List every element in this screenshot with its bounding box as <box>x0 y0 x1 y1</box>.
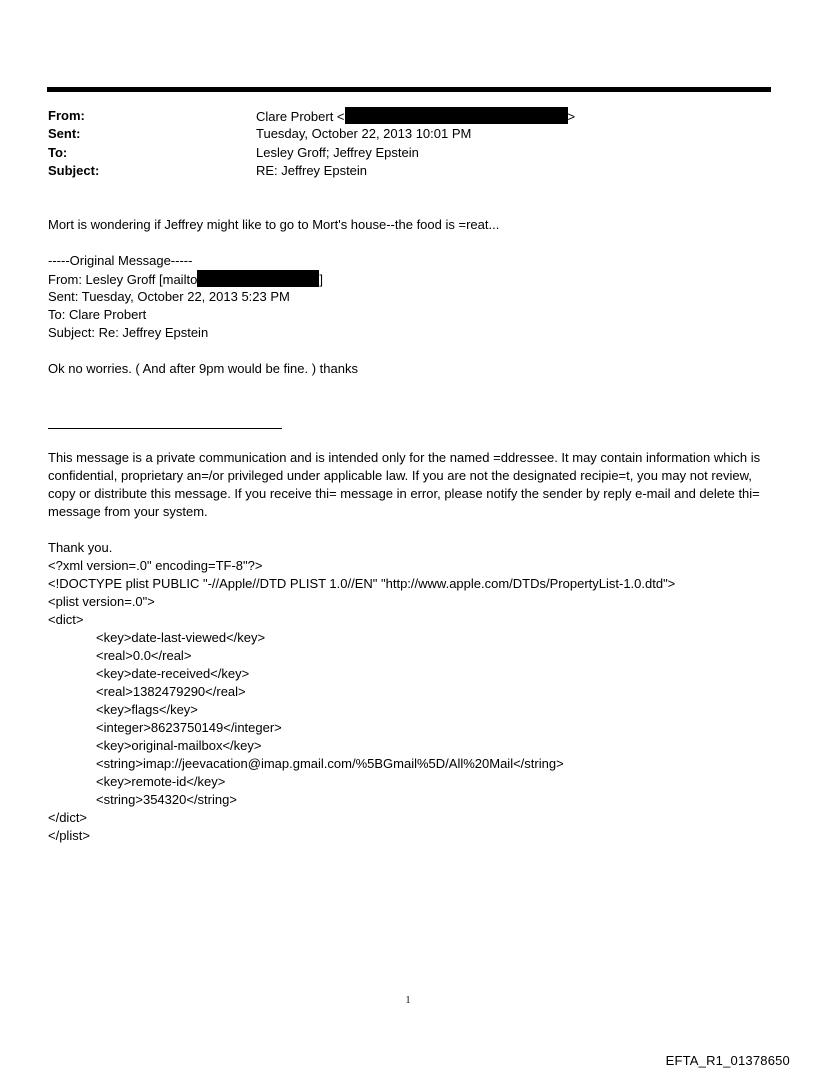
xml-line: <key>remote-id</key> <box>96 774 226 789</box>
page-number: 1 <box>405 995 411 1006</box>
xml-line: </dict> <box>48 810 88 825</box>
xml-line: <integer>8623750149</integer> <box>96 720 282 735</box>
to-value: Lesley Groff; Jeffrey Epstein <box>256 145 419 160</box>
xml-line: <key>original-mailbox</key> <box>96 738 262 753</box>
original-to: To: Clare Probert <box>48 307 147 322</box>
original-message-text: Ok no worries. ( And after 9pm would be fine. ) thanks <box>48 361 358 376</box>
original-message-marker: -----Original Message----- <box>48 253 193 268</box>
thank-you-text: Thank you. <box>48 540 113 555</box>
xml-line: <key>date-received</key> <box>96 666 250 681</box>
subject-label: Subject: <box>48 163 100 178</box>
to-label: To: <box>48 145 68 160</box>
from-name: Clare Probert < <box>256 109 345 124</box>
original-sent: Sent: Tuesday, October 22, 2013 5:23 PM <box>48 289 290 304</box>
xml-line: <!DOCTYPE plist PUBLIC "-//Apple//DTD PLIST 1.0//EN" "http://www.apple.com/DTDs/PropertyList-1.0.dtd"> <box>48 576 676 591</box>
xml-line: <real>0.0</real> <box>96 648 192 663</box>
xml-line: <key>flags</key> <box>96 702 198 717</box>
subject-value: RE: Jeffrey Epstein <box>256 163 368 178</box>
original-subject: Subject: Re: Jeffrey Epstein <box>48 325 209 340</box>
redaction-box <box>345 107 568 124</box>
message-text: Mort is wondering if Jeffrey might like to go to Mort's house--the food is =reat... <box>48 217 500 232</box>
disclaimer-text: This message is a private communication and is intended only for the named =ddressee. It may contain information which is confidential, proprietary an=/or privileged under applicable law. If you are not the designated recipie=t, you may not review, copy or distribute this message. If you receive thi= message in error, please notify the sender by reply e-mail and delete thi= message from your system. <box>48 450 761 519</box>
xml-line: <string>imap://jeevacation@imap.gmail.com/%5BGmail%5D/All%20Mail</string> <box>96 756 564 771</box>
signature-divider <box>48 428 282 429</box>
document-id: EFTA_R1_01378650 <box>665 1053 790 1068</box>
xml-line: <string>354320</string> <box>96 792 237 807</box>
sent-label: Sent: <box>48 126 81 141</box>
original-from <box>48 270 323 289</box>
xml-line: <?xml version=.0" encoding=TF-8"?> <box>48 558 263 573</box>
xml-line: <plist version=.0"> <box>48 594 155 609</box>
redaction-box <box>197 270 319 287</box>
top-rule <box>47 87 771 92</box>
from-close: > <box>567 109 576 124</box>
xml-line: </plist> <box>48 828 90 843</box>
xml-line: <key>date-last-viewed</key> <box>96 630 266 645</box>
original-from-close: ] <box>319 272 323 287</box>
xml-line: <real>1382479290</real> <box>96 684 246 699</box>
from-value <box>256 107 575 126</box>
original-from-prefix: From: Lesley Groff [mailto <box>48 272 198 287</box>
from-label: From: <box>48 108 85 123</box>
xml-line: <dict> <box>48 612 84 627</box>
sent-value: Tuesday, October 22, 2013 10:01 PM <box>256 126 472 141</box>
